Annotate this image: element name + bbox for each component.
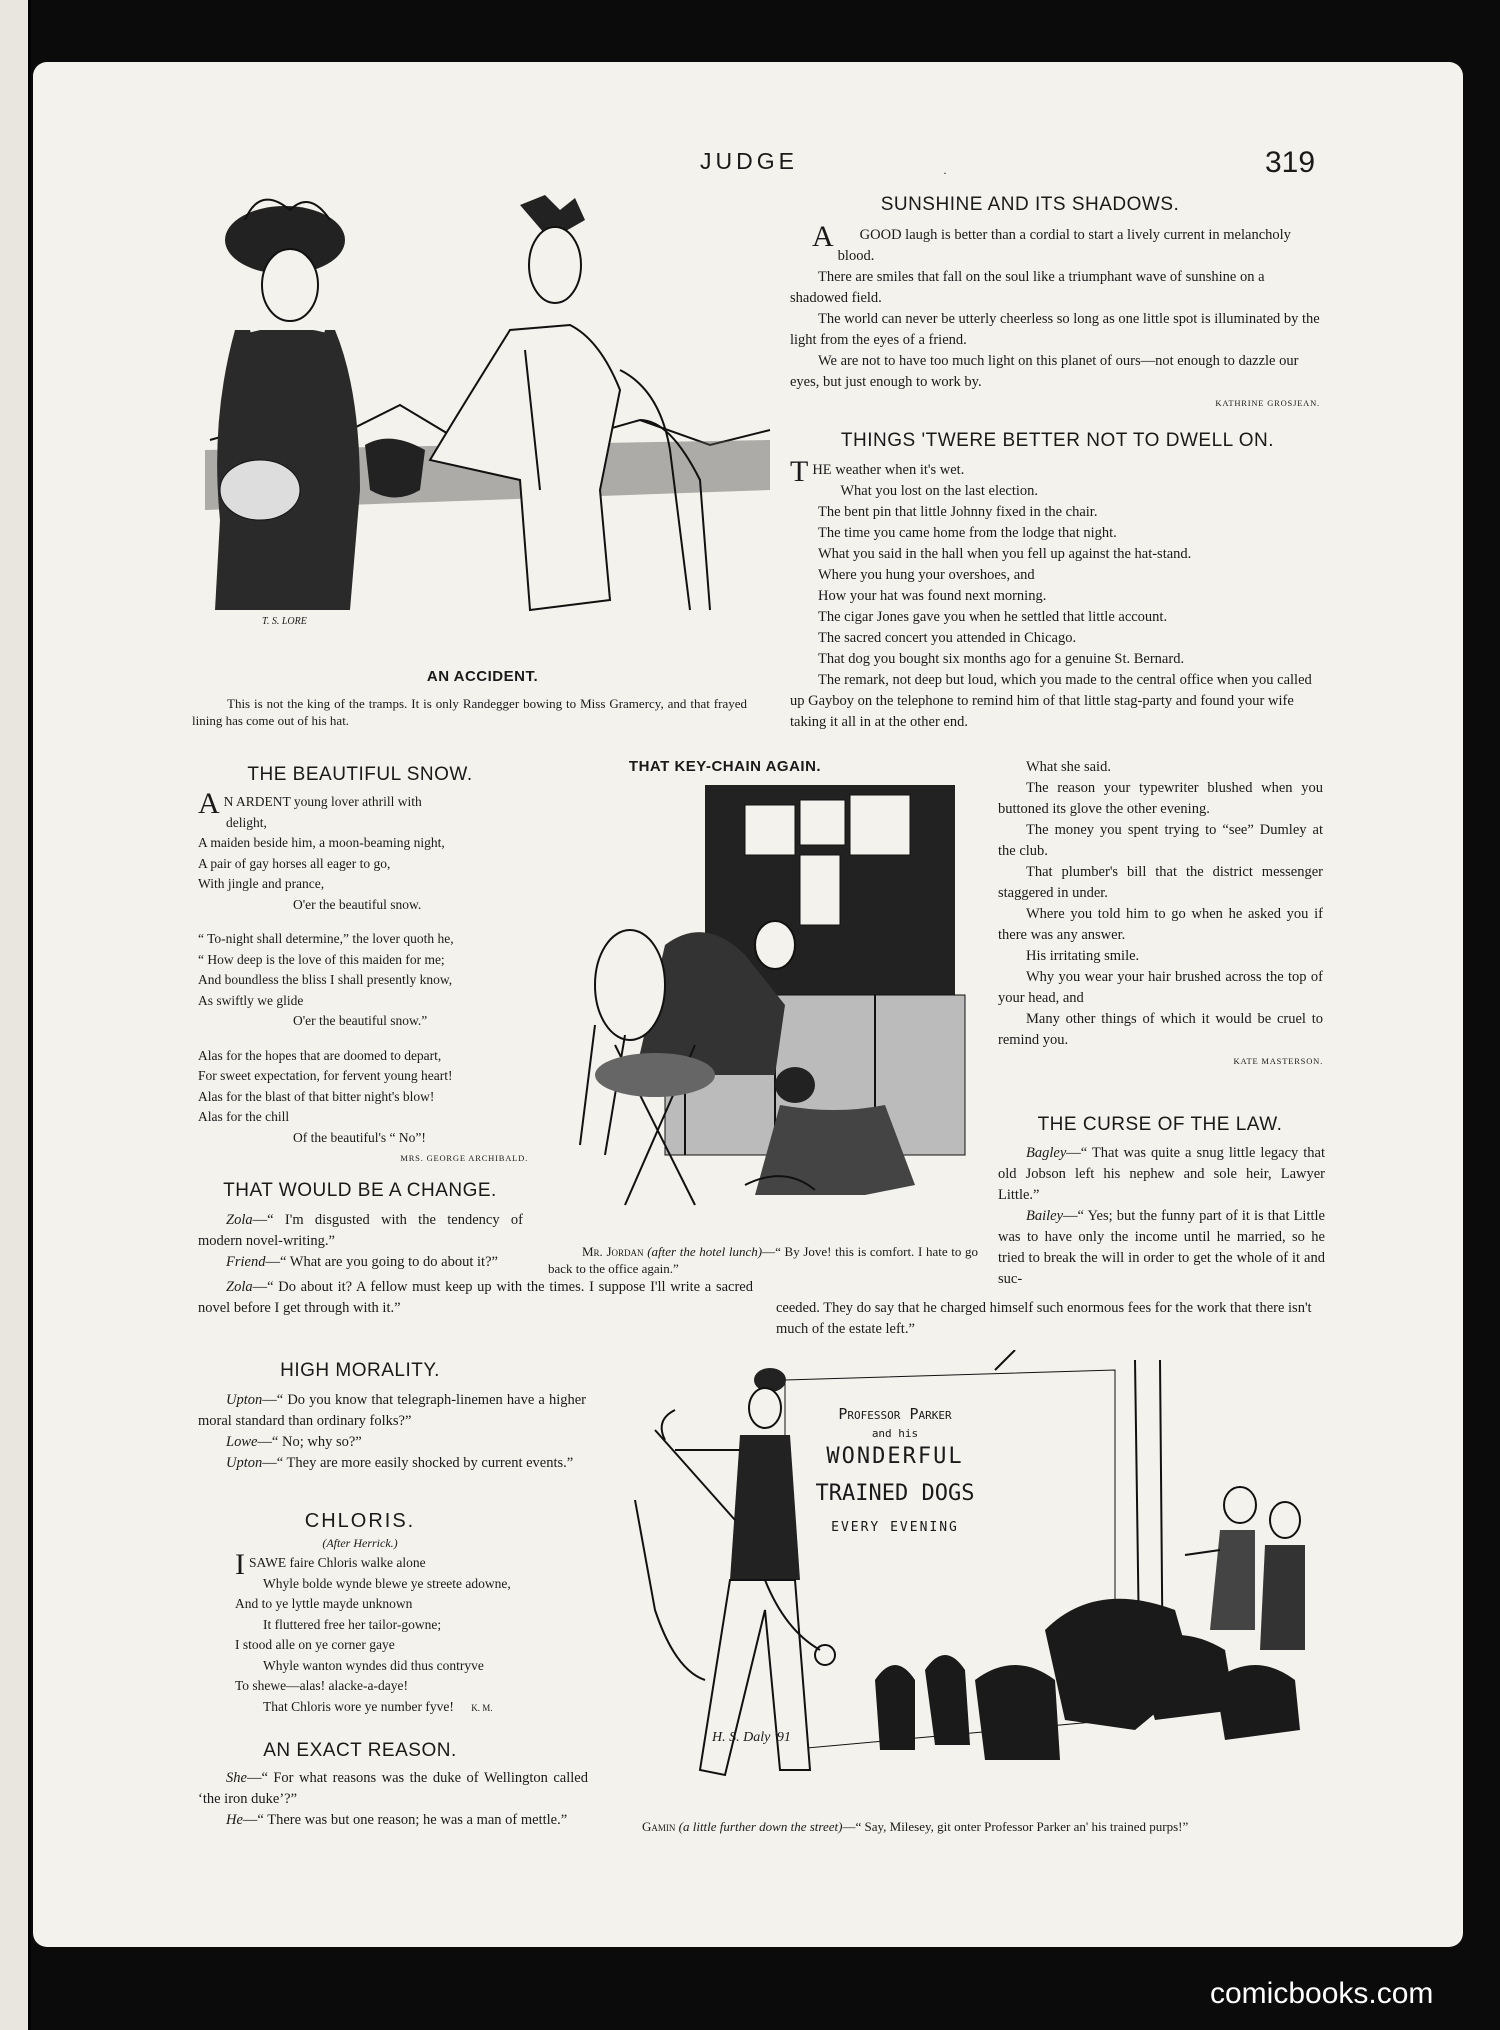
sunshine-title: SUNSHINE AND ITS SHADOWS.: [880, 194, 1180, 215]
things-author: KATE MASTERSON.: [1233, 1056, 1323, 1066]
adjacent-page-edge: [0, 0, 31, 2030]
chloris-author: K. M.: [471, 1702, 493, 1713]
parker-caption: Gamin (a little further down the street)—“ Say, Milesey, git onter Professor Parker an' his trained purps!”: [642, 1819, 1189, 1834]
accident-title: AN ACCIDENT.: [426, 668, 539, 685]
morality-title: HIGH MORALITY.: [280, 1360, 440, 1381]
exact-title: AN EXACT REASON.: [263, 1740, 457, 1761]
watermark-footer: comicbooks.com: [1210, 1977, 1434, 2010]
masthead: JUDGE: [700, 148, 798, 174]
things-title: THINGS 'TWERE BETTER NOT TO DWELL ON.: [840, 430, 1275, 451]
sunshine-dropcap: A: [812, 220, 834, 253]
keychain-title: THAT KEY-CHAIN AGAIN.: [628, 758, 822, 775]
page-number: 319: [1265, 146, 1316, 179]
morality-body: Upton—“ Do you know that telegraph-linemen have a higher moral standard than ordinary folks?” Lowe—“ No; why so?” Upton—“ They are more easily shocked by current events.”: [198, 1392, 586, 1471]
chloris-subtitle: (After Herrick.): [322, 1536, 398, 1550]
sunshine-body: A GOOD laugh is better than a cordial to start a lively current in melancholy blood. There are smiles that fall on the soul like a triumphant wave of sunshine on a shadowed field. The world can never be utterly cheerless so long as one little spot is illuminated by the light from the eyes of a friend. We are not to have too much light on this planet of ours—not enough to dazzle our eyes, but just enough to work by. KATHRINE GROSJEAN.: [790, 225, 1320, 414]
chloris-title: CHLORIS.: [304, 1510, 416, 1532]
things-body-narrow: What she said. The reason your typewriter blushed when you buttoned its glove the other evening. The money you spent trying to “see” Dumley at the club. That plumber's bill that the district messenger staggered in under. Where you told him to go when he asked you if there was any answer. His irritating smile. Why you wear your hair brushed across the top of your head, and Many other things of which it would be cruel to remind you. KATE MASTERSON.: [998, 757, 1323, 1072]
things-body: THE weather when it's wet. What you lost on the last election. The bent pin that little Johnny fixed in the chair. The time you came home from the lodge that night. What you said in the hall when you fell up against the hat-stand. Where you hung your overshoes, and How your hat was found next morning. The cigar Jones gave you when he settled that little account. The sacred concert you attended in Chicago. That dog you bought six months ago for a genuine St. Bernard. The remark, not deep but loud, which you made to the central office when you called up Gayboy on the telephone to remind him of that little stag-party and found your wife taking it all in at the other end.: [790, 455, 1312, 730]
parker-artist-signature: H. S. Daly '91: [712, 1730, 791, 1745]
keychain-caption: Mr. Jordan (after the hotel lunch)—“ By Jove! this is comfort. I hate to go back to the office again.”: [548, 1244, 979, 1276]
exact-body: She—“ For what reasons was the duke of Wellington called ‘the iron duke’?” He—“ There was but one reason; he was a man of mettle.”: [198, 1770, 588, 1828]
change-body-wide: Zola—“ Do about it? A fellow must keep up with the times. I suppose I'll write a sacred novel before I get through with it.”: [198, 1279, 753, 1316]
change-body: Zola—“ I'm disgusted with the tendency of modern novel-writing.” Friend—“ What are you going to do about it?”: [198, 1212, 523, 1270]
curse-body-wide: ceeded. They do say that he charged himself such enormous fees for the work that there isn't much of the estate left.”: [776, 1300, 1312, 1337]
accident-caption: This is not the king of the tramps. It is only Randegger bowing to Miss Gramercy, and that frayed lining has come out of his hat.: [192, 696, 747, 728]
masthead-dot: ·: [943, 166, 947, 180]
snow-title: THE BEAUTIFUL SNOW.: [247, 764, 473, 785]
accident-signature: T. S. LORE: [262, 616, 307, 627]
change-title: THAT WOULD BE A CHANGE.: [223, 1180, 497, 1201]
curse-title: THE CURSE OF THE LAW.: [1037, 1114, 1283, 1135]
parker-sign: Professor Parker and his WONDERFUL TRAINED DOGS EVERY EVENING: [815, 1405, 975, 1535]
curse-body: Bagley—“ That was quite a snug little legacy that old Jobson left his nephew and sole heir, Lawyer Little.” Bailey—“ Yes; but the funny part of it is that Little was to have only the income until he married, so he tried to break the will in order to get the whole of it and suc-: [998, 1145, 1325, 1287]
accident-illustration: [190, 190, 775, 650]
snow-author: MRS. GEORGE ARCHIBALD.: [400, 1153, 528, 1163]
snow-poem: A N ARDENT young lover athrill with delight, A maiden beside him, a moon-beaming night, A pair of gay horses all eager to go, With jingle and prance, O'er the beautiful snow. “ To-night shall determine,” the lover quoth he, “ How deep is the love of this maiden for me; And boundless the bliss I shall presently know, As swiftly we glide O'er the beautiful snow.” Alas for the hopes that are doomed to depart, For sweet expectation, for fervent young heart! Alas for the blast of that bitter night's blow! Alas for the chill Of the beautiful's “ No”! MRS. GEORGE ARCHIBALD.: [198, 792, 528, 1169]
chloris-poem: ISAWE faire Chloris walke alone Whyle bolde wynde blewe ye streete adowne, And to ye lyttle mayde unknown It fluttered free her tailor-gowne; I stood alle on ye corner gaye Whyle wanton wyndes did thus contryve To shewe—alas! alacke-a-daye! That Chloris wore ye number fyve! K. M.: [235, 1548, 511, 1714]
sunshine-author: KATHRINE GROSJEAN.: [1215, 398, 1320, 408]
keychain-illustration: [555, 785, 970, 1240]
